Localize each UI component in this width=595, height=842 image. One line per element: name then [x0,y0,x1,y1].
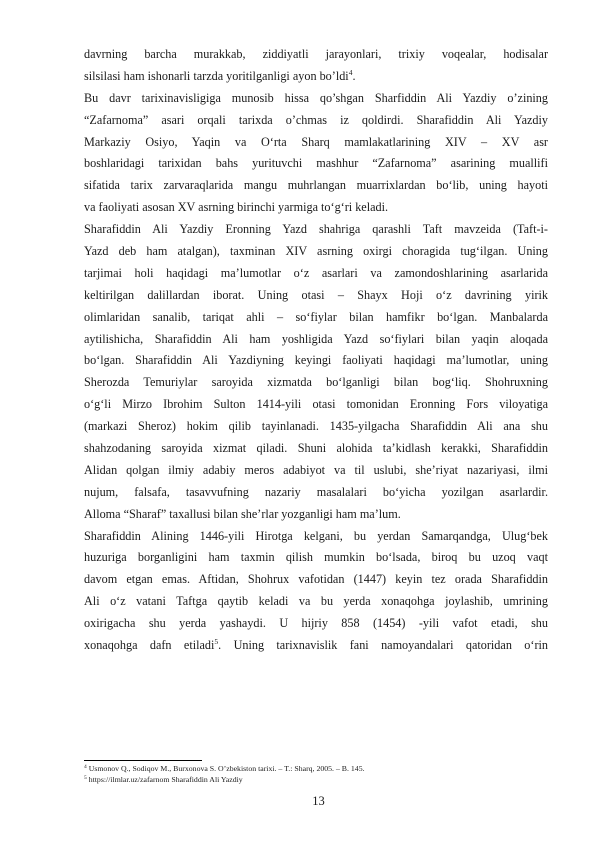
text-line: Ali o‘z vatani Taftga qaytib keladi va bu yerda xonaqohga joylashib, umrining [84,594,548,609]
footnote-text: https://ilmlar.uz/zafarnom Sharafiddin Ali Yazdiy [86,775,243,784]
text-line: keltirilgan dalillardan iborat. Uning otasi – Shayx Hoji o‘z davrining yirik [84,287,548,302]
footnote-item [84,763,548,774]
text-line: huzuriga borganligini ham taxmin qilish mumkin bo‘lsada, biroq bu uzoq vaqt [84,550,548,565]
text-line: nujum, falsafa, tasavvufning nazariy masalalari bo‘yicha yozilgan asarlardir. [84,484,548,499]
text-line: boshlaridagi tarixidan bahs yurituvchi mashhur “Zafarnoma” asarining muallifi [84,156,548,171]
text-line: Alloma “Sharaf” taxallusi bilan she’rlar yozganligi ham ma’lum. [84,506,401,521]
text-line: Bu davr tarixinavisligiga munosib hissa qo’shgan Sharfiddin Ali Yazdiy o’zining [84,90,548,105]
text-line: Alidan qolgan ilmiy adabiy meros adabiyot va til uslubi, she’riyat nazariyasi, ilmi [84,462,548,477]
footnote-separator [84,760,202,761]
text-line: Sharafiddin Ali Yazdiy Eronning Yazd shahriga qarashli Taft mavzeida (Taft-i- [84,222,548,237]
text-line: olimlaridan sanalib, tariqat ahli – so‘fiylar bilan hamfikr bo‘lgan. Manbalarda [84,309,548,324]
text-line: tarjimai holi haqidagi ma’lumotlar o‘z asarlari va zamondoshlarining asarlarida [84,265,548,280]
text-line: o‘g‘li Mirzo Ibrohim Sulton 1414-yili otasi tomonidan Eronning Fors viloyatiga [84,397,548,412]
text-line: davrning barcha murakkab, ziddiyatli jarayonlari, trixiy voqealar, hodisalar [84,47,548,61]
text-line: shahzodaning saroyida xizmat qiladi. Shuni alohida ta’kidlash kerakki, Sharafiddin [84,441,548,456]
text-line: Yazd deb ham atalgan), taxminan XIV asrning oxirgi choragida tug‘ilgan. Uning [84,244,548,259]
footnote-ref[interactable]: 5 [214,637,219,647]
text-line: oxirigacha shu yerda yashaydi. U hijriy 858 (1454) -yili vafot etadi, shu [84,616,548,631]
footnote-ref[interactable]: 4 [348,67,353,77]
text-line: bo‘lgan. Sharafiddin Ali Yazdiyning keyingi faoliyati haqidagi ma’lumotlar, uning [84,353,548,368]
footnote-mark: 5 [84,775,87,781]
text-line: davom etgan emas. Aftidan, Shohrux vafotidan (1447) keyin tez orada Sharafiddin [84,572,548,587]
text-line: “Zafarnoma” asari orqali tarixda o’chmas iz qoldirdi. Sharafiddin Ali Yazdiy [84,112,548,127]
text-line: aytilishicha, Sharafiddin Ali ham yoshligida Yazd so‘fiylari bilan yaqin aloqada [84,331,548,346]
text-line: Sherozda Temuriylar saroyida xizmatda bo‘lganligi bilan bog‘liq. Shohruxning [84,375,548,390]
page-number: 13 [312,794,325,808]
text-line: Markaziy Osiyo, Yaqin va O‘rta Sharq mamlakatlarining XIV – XV asr [84,134,548,149]
text-line: (markazi Sheroz) hokim qilib tayinlanadi. 1435-yilgacha Sharafiddin Ali ana shu [84,419,548,434]
text-line: sifatida tarix zarvaraqlarida mangu muhrlangan muarrixlardan bo‘lib, uning hayoti [84,178,548,193]
footnote-text: Usmonov Q., Sodiqov M., Burxonova S. O’zbekiston tarixi. – T.: Sharq, 2005. – B. 145. [86,764,365,773]
text-line: xonaqohga dafn etiladi$^5$. Uning tarixnavislik fani namoyandalari qatoridan o‘rin [84,637,548,653]
footnote-item [84,774,548,785]
footnotes [84,763,548,785]
footnote-mark: 4 [84,764,87,770]
text-line: va faoliyati asosan XV asrning birinchi yarmiga to‘g‘ri keladi. [84,200,389,215]
text-line: silsilasi ham ishonarli tarzda yoritilganligi ayon bo’ldi$^4$. [84,67,356,83]
page-body [84,44,548,657]
text-line: Sharafiddin Alining 1446-yili Hirotga kelgani, bu yerdan Samarqandga, Ulug‘bek [84,528,548,543]
